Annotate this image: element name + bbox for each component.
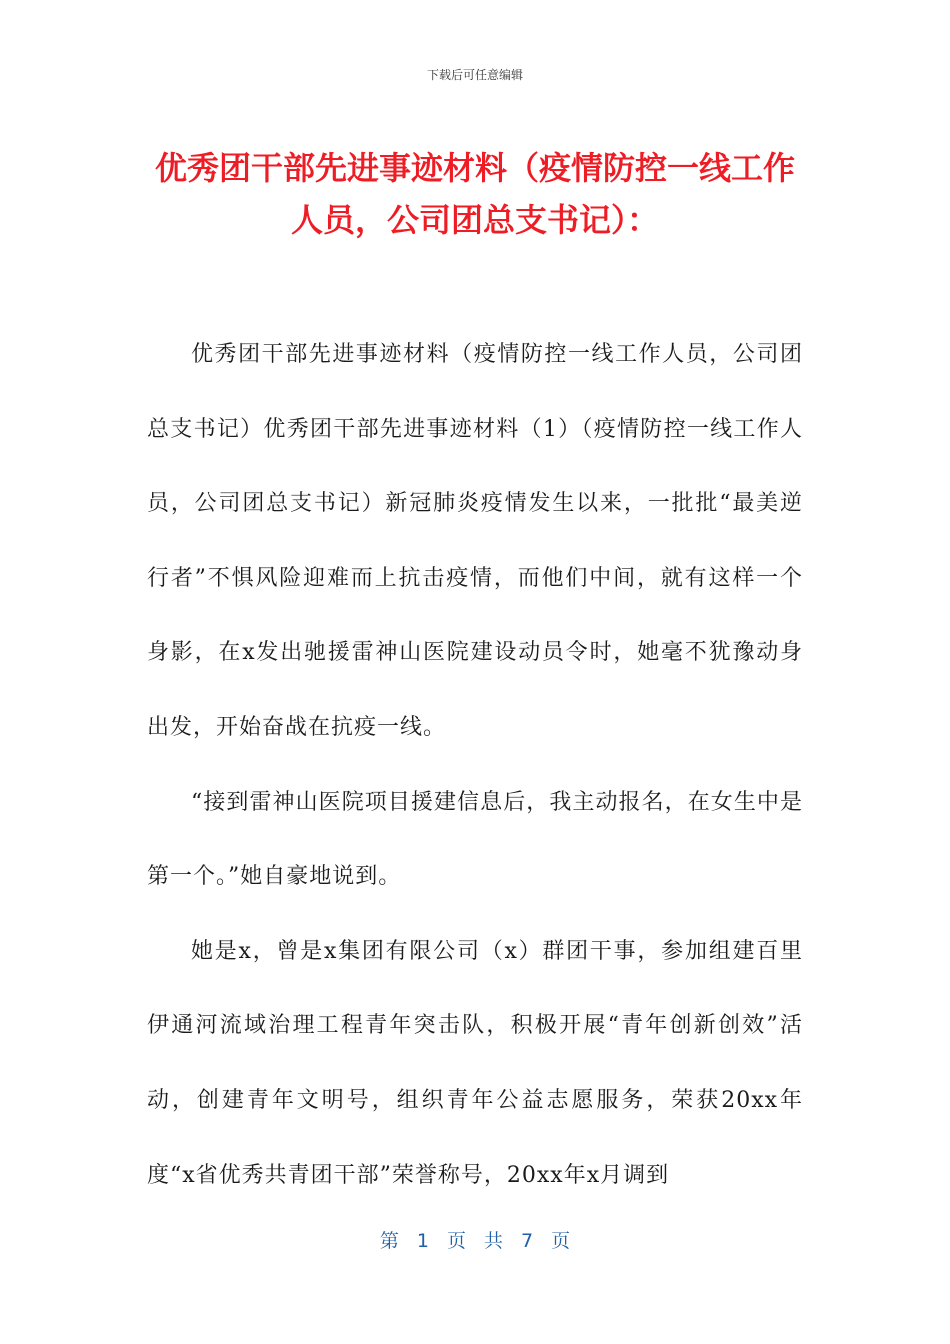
document-title: 优秀团干部先进事迹材料（疫情防控一线工作人员，公司团总支书记）：	[154, 149, 795, 239]
page-number-footer: 第 1 页 共 7 页	[379, 1230, 571, 1252]
body-paragraph: “接到雷神山医院项目援建信息后，我主动报名，在女生中是第一个。”她自豪地说到。	[147, 789, 803, 890]
document-body	[147, 318, 803, 1213]
body-paragraph: 优秀团干部先进事迹材料（疫情防控一线工作人员，公司团总支书记）优秀团干部先进事迹材料（1）（疫情防控一线工作人员，公司团总支书记）新冠肺炎疫情发生以来，一批批“最美逆行者”不惧风险迎难而上抗击疫情，而他们中间，就有这样一个身影，在x发出驰援雷神山医院建设动员令时，她毫不犹豫动身出发，开始奋战在抗疫一线。	[147, 342, 803, 740]
page-header-note: 下载后可任意编辑	[426, 68, 523, 82]
body-paragraph: 她是x，曾是x集团有限公司（x）群团干事，参加组建百里伊通河流域治理工程青年突击队，积极开展“青年创新创效”活动，创建青年文明号，组织青年公益志愿服务，荣获20xx年度“x省优秀共青团干部”荣誉称号，20xx年x月调到	[147, 938, 803, 1188]
